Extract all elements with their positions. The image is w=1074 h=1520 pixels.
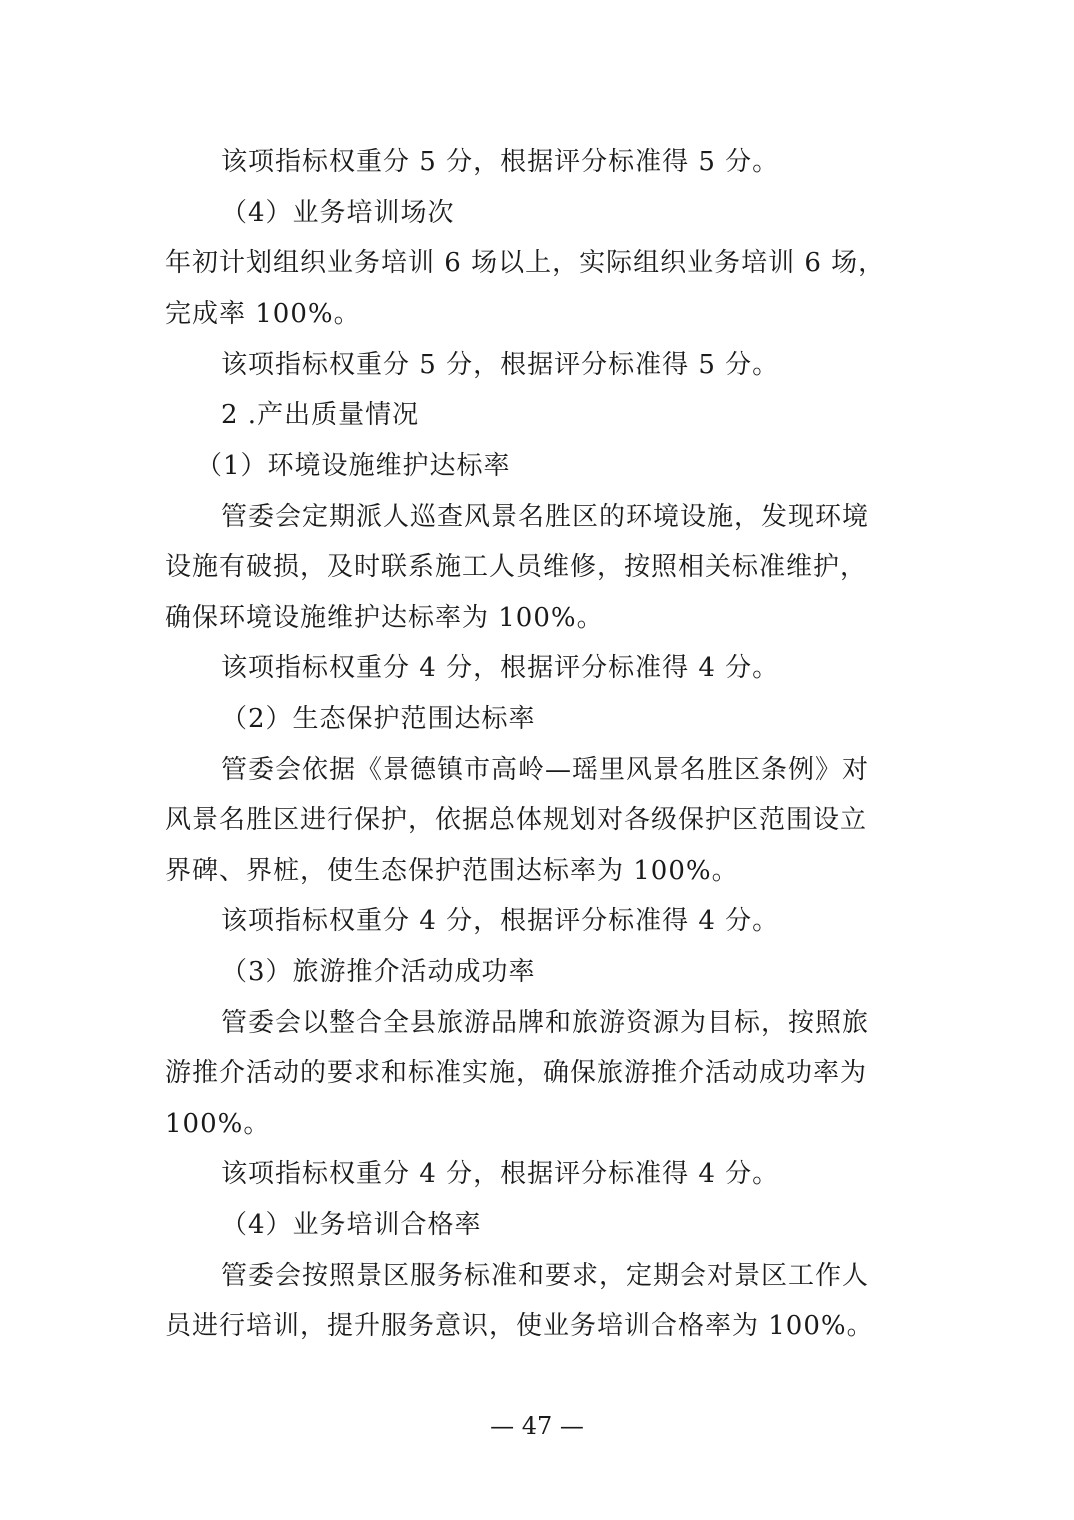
paragraph-line: 完成率 100%。 (165, 299, 361, 329)
paragraph-line: 该项指标权重分 4 分，根据评分标准得 4 分。 (221, 653, 780, 683)
page-number: — 47 — (490, 1412, 584, 1440)
section-heading: （4）业务培训合格率 (221, 1210, 482, 1240)
paragraph-line: 管委会按照景区服务标准和要求，定期会对景区工作人 (221, 1261, 870, 1291)
paragraph-line: 员进行培训，提升服务意识，使业务培训合格率为 100%。 (165, 1311, 874, 1341)
section-heading: （1）环境设施维护达标率 (196, 451, 511, 481)
paragraph-line: 确保环境设施维护达标率为 100%。 (165, 603, 604, 633)
paragraph-line: 风景名胜区进行保护，依据总体规划对各级保护区范围设立 (165, 805, 868, 835)
paragraph-line: 该项指标权重分 5 分，根据评分标准得 5 分。 (221, 350, 780, 380)
paragraph-line: 界碑、界桩，使生态保护范围达标率为 100%。 (165, 856, 739, 886)
section-heading: （3）旅游推介活动成功率 (221, 957, 536, 987)
paragraph-line: 该项指标权重分 5 分，根据评分标准得 5 分。 (221, 147, 780, 177)
paragraph-line: 年初计划组织业务培训 6 场以上，实际组织业务培训 6 场， (165, 248, 886, 278)
paragraph-line: 100%。 (165, 1109, 271, 1139)
paragraph-line: 管委会定期派人巡查风景名胜区的环境设施，发现环境 (221, 502, 870, 532)
paragraph-line: 管委会依据《景德镇市高岭—瑶里风景名胜区条例》对 (221, 755, 870, 785)
section-heading: （4）业务培训场次 (221, 198, 455, 228)
paragraph-line: 该项指标权重分 4 分，根据评分标准得 4 分。 (221, 906, 780, 936)
paragraph-line: 游推介活动的要求和标准实施，确保旅游推介活动成功率为 (165, 1058, 868, 1088)
section-heading: 2 .产出质量情况 (221, 400, 420, 430)
paragraph-line: 该项指标权重分 4 分，根据评分标准得 4 分。 (221, 1159, 780, 1189)
paragraph-line: 管委会以整合全县旅游品牌和旅游资源为目标，按照旅 (221, 1008, 870, 1038)
section-heading: （2）生态保护范围达标率 (221, 704, 536, 734)
paragraph-line: 设施有破损，及时联系施工人员维修，按照相关标准维护， (165, 552, 868, 582)
